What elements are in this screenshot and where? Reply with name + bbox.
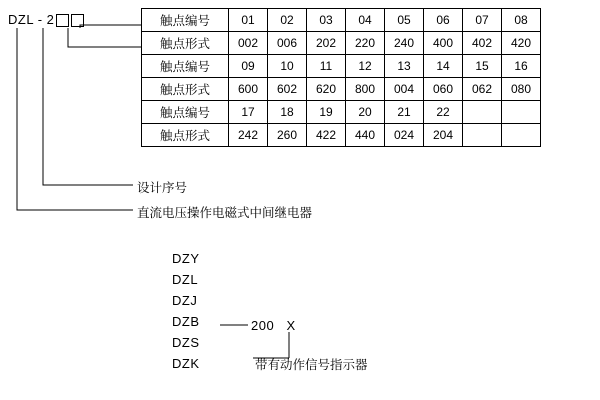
table-cell: 400 [424,32,463,55]
table-cell: 17 [229,101,268,124]
table-cell: 060 [424,78,463,101]
table-cell: 800 [346,78,385,101]
row-header: 触点编号 [142,101,229,124]
table-cell: 09 [229,55,268,78]
table-cell: 024 [385,124,424,147]
table-row [142,9,541,32]
table-cell: 11 [307,55,346,78]
table-cell: 10 [268,55,307,78]
model-code-label [8,12,84,27]
table-cell: 08 [502,9,541,32]
table-cell: 002 [229,32,268,55]
model-code-box-1 [56,14,69,27]
table-cell: 420 [502,32,541,55]
table-row [142,32,541,55]
table-cell: 14 [424,55,463,78]
table-cell: 22 [424,101,463,124]
table-cell [463,101,502,124]
table-cell: 21 [385,101,424,124]
table-cell: 06 [424,9,463,32]
table-cell: 422 [307,124,346,147]
table-cell: 620 [307,78,346,101]
table-cell: 602 [268,78,307,101]
table-cell: 13 [385,55,424,78]
list-item: DZY [172,251,200,266]
model-code-box-2 [71,14,84,27]
series-suffix-letter: X [286,318,296,333]
list-item: DZJ [172,293,198,308]
table-cell: 006 [268,32,307,55]
table-cell: 220 [346,32,385,55]
table-row [142,101,541,124]
table-cell: 01 [229,9,268,32]
table-cell: 18 [268,101,307,124]
list-item: DZS [172,335,200,350]
table-row [142,78,541,101]
table-cell: 19 [307,101,346,124]
table-cell [502,101,541,124]
series-suffix-number: 200 [251,318,275,333]
table-cell [502,124,541,147]
table-cell: 440 [346,124,385,147]
annotation-indicator: 带有动作信号指示器 [255,358,368,372]
table-cell: 202 [307,32,346,55]
table-cell [463,124,502,147]
contact-table [141,8,541,147]
annotation-design-sequence: 设计序号 [137,181,188,195]
row-header: 触点形式 [142,78,229,101]
table-cell: 07 [463,9,502,32]
table-cell: 04 [346,9,385,32]
list-item: DZB [172,314,200,329]
table-cell: 02 [268,9,307,32]
list-item: DZL [172,272,199,287]
table-cell: 062 [463,78,502,101]
table-cell: 204 [424,124,463,147]
row-header: 触点编号 [142,55,229,78]
annotation-relay-type: 直流电压操作电磁式中间继电器 [137,206,313,220]
table-cell: 600 [229,78,268,101]
table-cell: 12 [346,55,385,78]
table-cell: 16 [502,55,541,78]
list-item: DZK [172,356,200,371]
row-header: 触点形式 [142,32,229,55]
table-cell: 402 [463,32,502,55]
table-row [142,55,541,78]
table-cell: 004 [385,78,424,101]
table-cell: 260 [268,124,307,147]
series-list [172,248,200,374]
table-cell: 240 [385,32,424,55]
table-cell: 15 [463,55,502,78]
table-cell: 05 [385,9,424,32]
series-suffix [251,318,296,333]
model-code-prefix: DZL - 2 [8,12,55,27]
table-cell: 080 [502,78,541,101]
row-header: 触点形式 [142,124,229,147]
table-cell: 03 [307,9,346,32]
row-header: 触点编号 [142,9,229,32]
table-row [142,124,541,147]
table-cell: 242 [229,124,268,147]
table-cell: 20 [346,101,385,124]
